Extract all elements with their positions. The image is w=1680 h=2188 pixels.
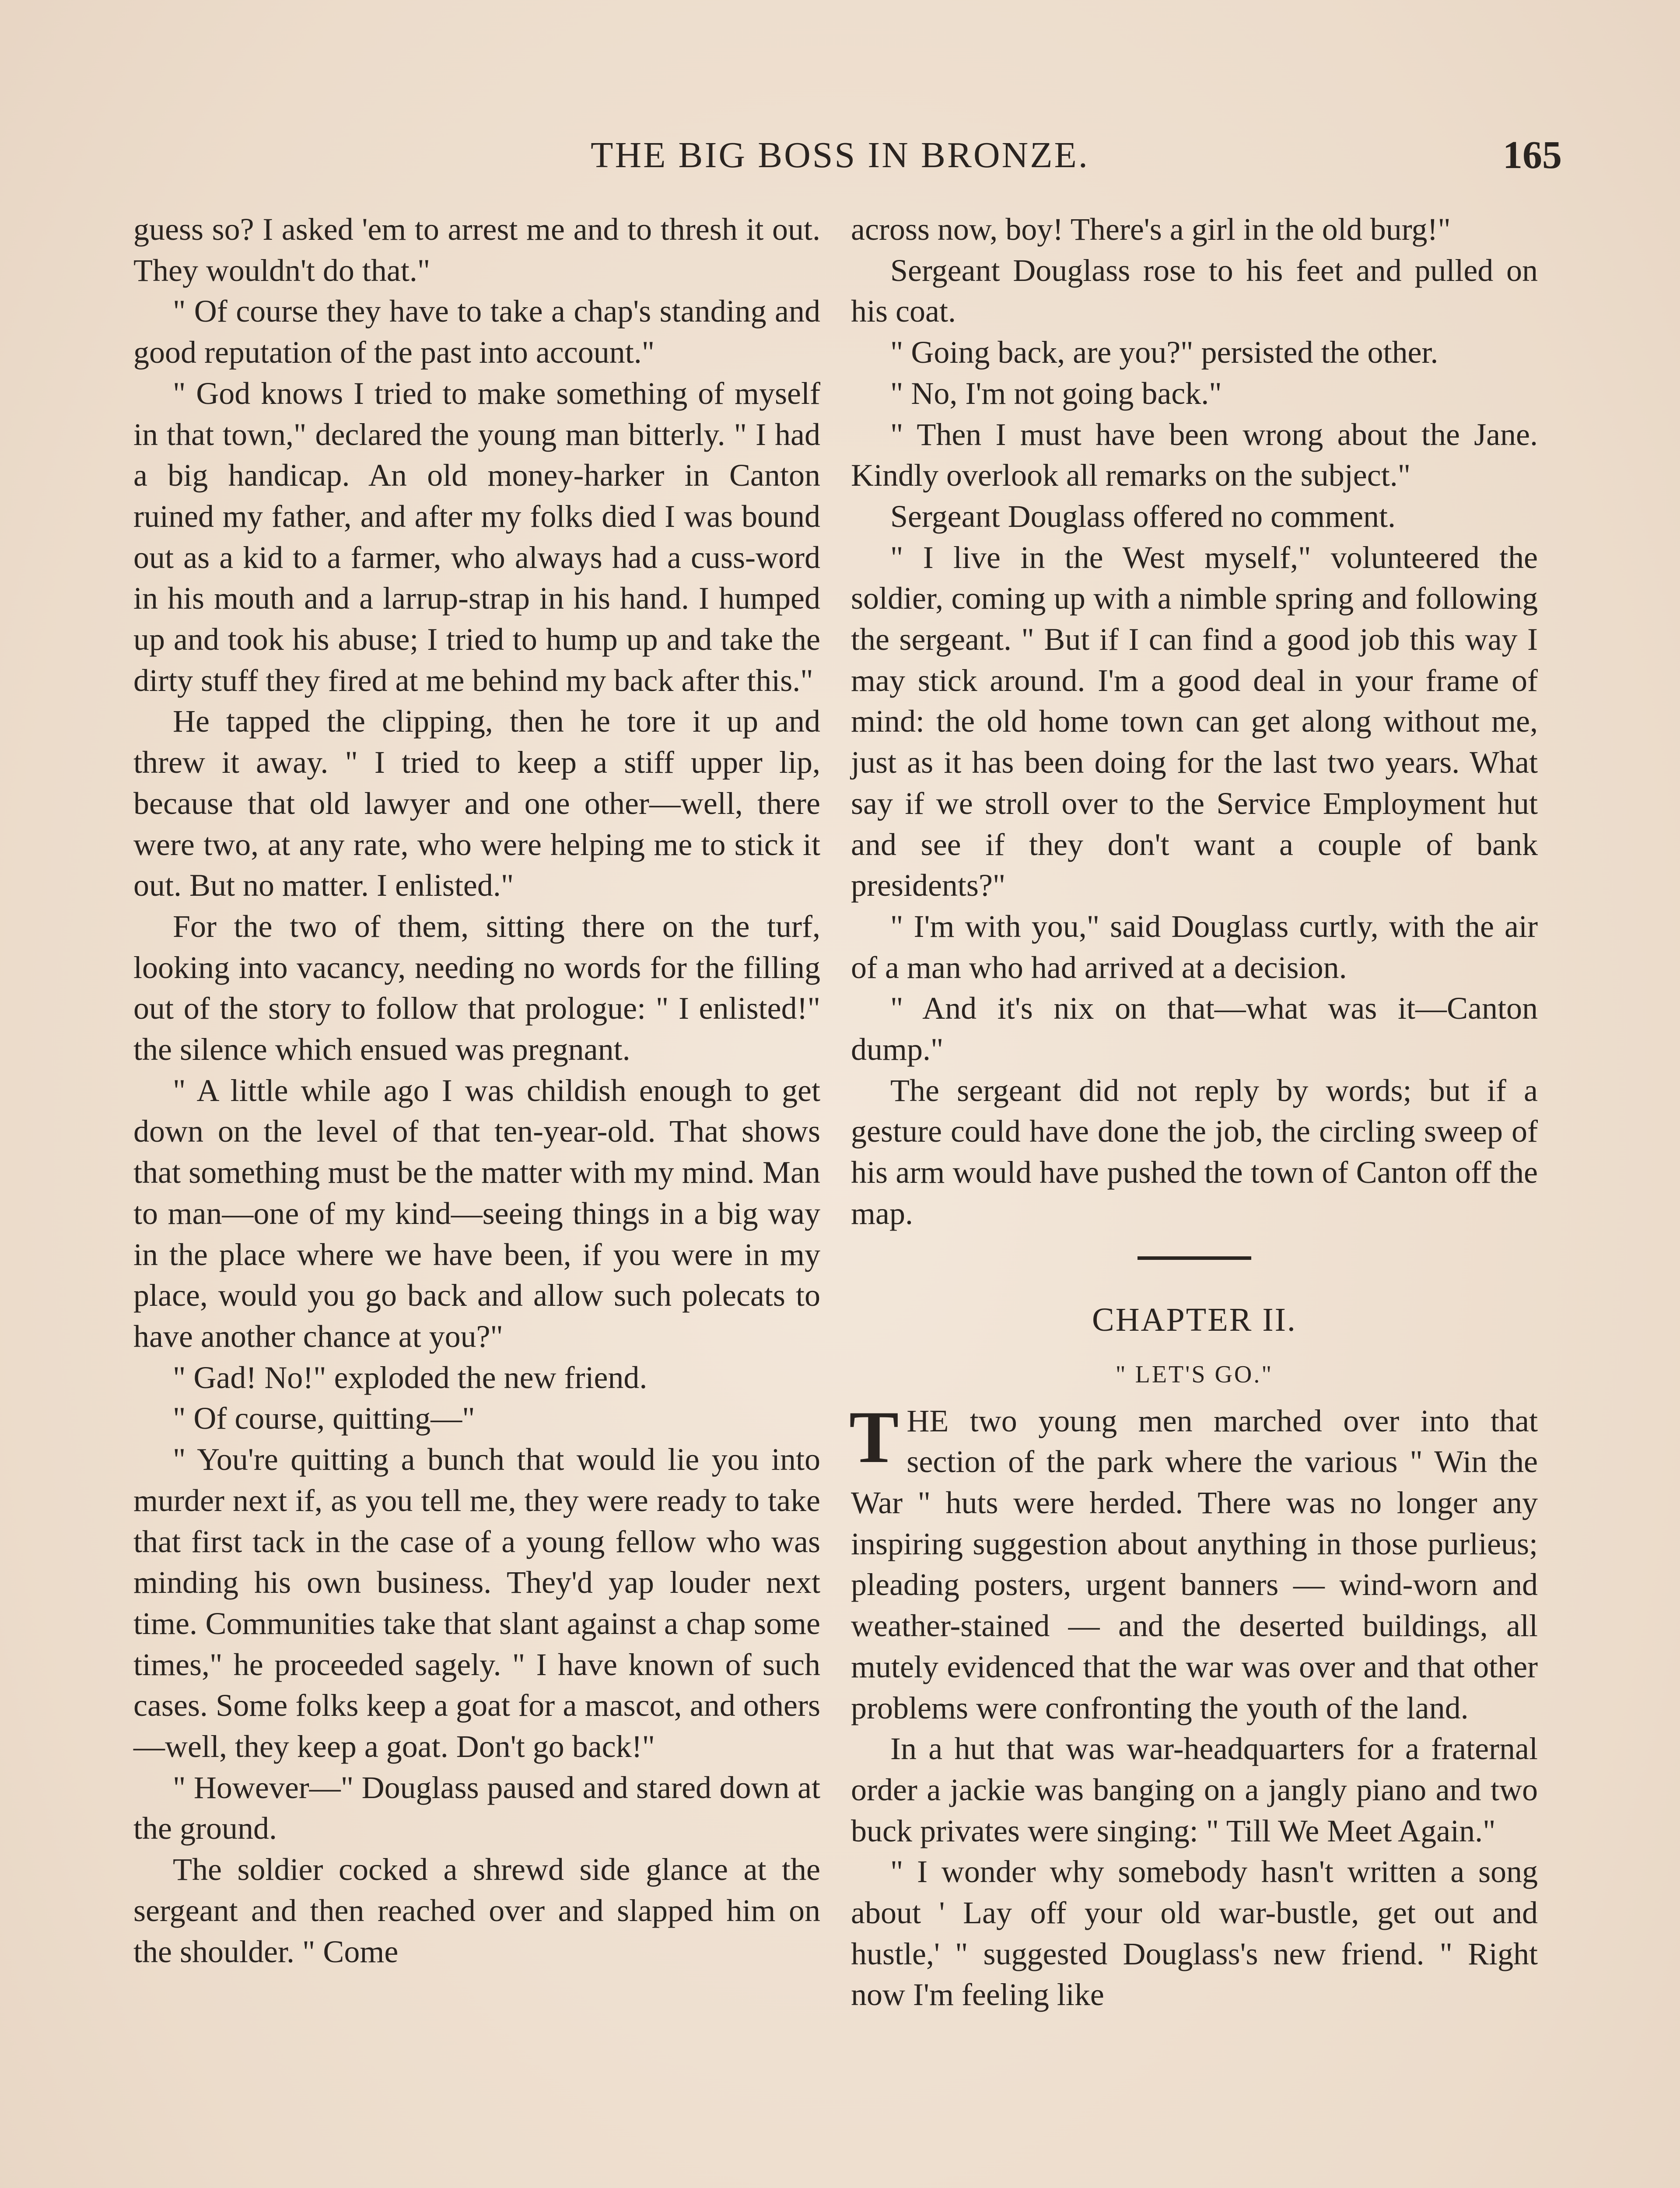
paragraph: The sergeant did not reply by words; but if a gesture could have done the job, the circling sweep of his arm would have pushed the town of Canton off the map. [851, 1073, 1538, 1231]
paragraph: For the two of them, sitting there on the turf, looking into vacancy, needing no words for the filling out of the story to follow that prologue: " I enlisted!" the silence which ensued was pregnant. [133, 908, 820, 1067]
paragraph: Sergeant Douglass rose to his feet and pulled on his coat. [851, 252, 1538, 329]
paragraph: " Then I must have been wrong about the Jane. Kindly overlook all remarks on the subject." [851, 417, 1538, 493]
paragraph: " You're quitting a bunch that would lie you into murder next if, as you tell me, they were ready to take that first tack in the case of a young fellow who was minding his own business. They'd yap louder next time. Communities take that slant against a chap some times," he proceeded sagely. " I have known of such cases. Some folks keep a goat for a mascot, and others—well, they keep a goat. Don't go back!" [133, 1442, 820, 1764]
drop-cap: T [849, 1396, 899, 1478]
paragraph: " God knows I tried to make something of myself in that town," declared the young man bitterly. " I had a big handicap. An old money-harker in Canton ruined my father, and after my folks died I was bound out as a kid to a farmer, who always had a cuss-word in his mouth and a larrup-strap in his hand. I humped up and took his abuse; I tried to hump up and take the dirty stuff they fired at me behind my back after this." [133, 375, 820, 698]
right-column [851, 209, 1538, 2016]
paragraph: " However—" Douglass paused and stared down at the ground. [133, 1770, 820, 1846]
paragraph: " Going back, are you?" persisted the other. [890, 335, 1438, 370]
paragraph: " And it's nix on that—what was it—Canton dump." [851, 991, 1538, 1067]
left-column [133, 209, 820, 1972]
opening-text: HE two young men marched over into that section of the park where the various " Win the War " huts were herded. There was no longer any inspiring suggestion about anything in those purlieus; pleading posters, urgent banners — wind-worn and weather-stained — and the deserted buildings, all mutely evidenced that the war was over and that other problems were confronting the youth of the land. [851, 1403, 1538, 1725]
paragraph: " Of course, quitting—" [173, 1401, 475, 1436]
paragraph: " A little while ago I was childish enough to get down on the level of that ten-year-old. That shows that something must be the matter with my mind. Man to man—one of my kind—seeing things in a big way in the place where we have been, if you were in my place, would you go back and allow such polecats to have another chance at you?" [133, 1073, 820, 1354]
paragraph: " I'm with you," said Douglass curtly, with the air of a man who had arrived at a decision. [851, 908, 1538, 985]
paragraph: In a hut that was war-headquarters for a fraternal order a jackie was banging on a jangly piano and two buck privates were singing: " Till We Meet Again." [851, 1731, 1538, 1848]
page-header [131, 129, 1562, 182]
divider-rule [1138, 1256, 1251, 1260]
chapter-heading: CHAPTER II. [1092, 1301, 1297, 1338]
paragraph: guess so? I asked 'em to arrest me and to thresh it out. They wouldn't do that." [133, 212, 820, 288]
paragraph: across now, boy! There's a girl in the old burg!" [851, 212, 1451, 247]
paragraph: " I wonder why somebody hasn't written a song about ' Lay off your old war-bustle, get out and hustle,' " suggested Douglass's new friend. " Right now I'm feeling like [851, 1854, 1538, 2013]
chapter-opening-paragraph [849, 1396, 1538, 1729]
paragraph: " I live in the West myself," volunteered the soldier, coming up with a nimble spring and following the sergeant. " But if I can find a good job this way I may stick around. I'm a good deal in your frame of mind: the old home town can get along without me, just as it has been doing for the last two years. What say if we stroll over to the Service Employment hut and see if they don't want a couple of bank presidents?" [851, 540, 1538, 903]
paragraph: " Gad! No!" exploded the new friend. [173, 1360, 648, 1395]
section-divider [851, 1234, 1538, 1291]
paragraph: Sergeant Douglass offered no comment. [890, 498, 1396, 534]
paragraph: " Of course they have to take a chap's standing and good reputation of the past into account." [133, 294, 820, 370]
paragraph: The soldier cocked a shrewd side glance at the sergeant and then reached over and slapped him on the shoulder. " Come [133, 1852, 820, 1969]
chapter-subtitle: " LET'S GO." [1115, 1360, 1274, 1388]
paragraph: He tapped the clipping, then he tore it up and threw it away. " I tried to keep a stiff upper lip, because that old lawyer and one other—well, there were two, at any rate, who were helping me to stick it out. But no matter. I enlisted." [133, 704, 820, 903]
running-title: THE BIG BOSS IN BRONZE. [591, 135, 1089, 175]
paragraph: " No, I'm not going back." [890, 375, 1222, 411]
page-number: 165 [1503, 133, 1562, 177]
